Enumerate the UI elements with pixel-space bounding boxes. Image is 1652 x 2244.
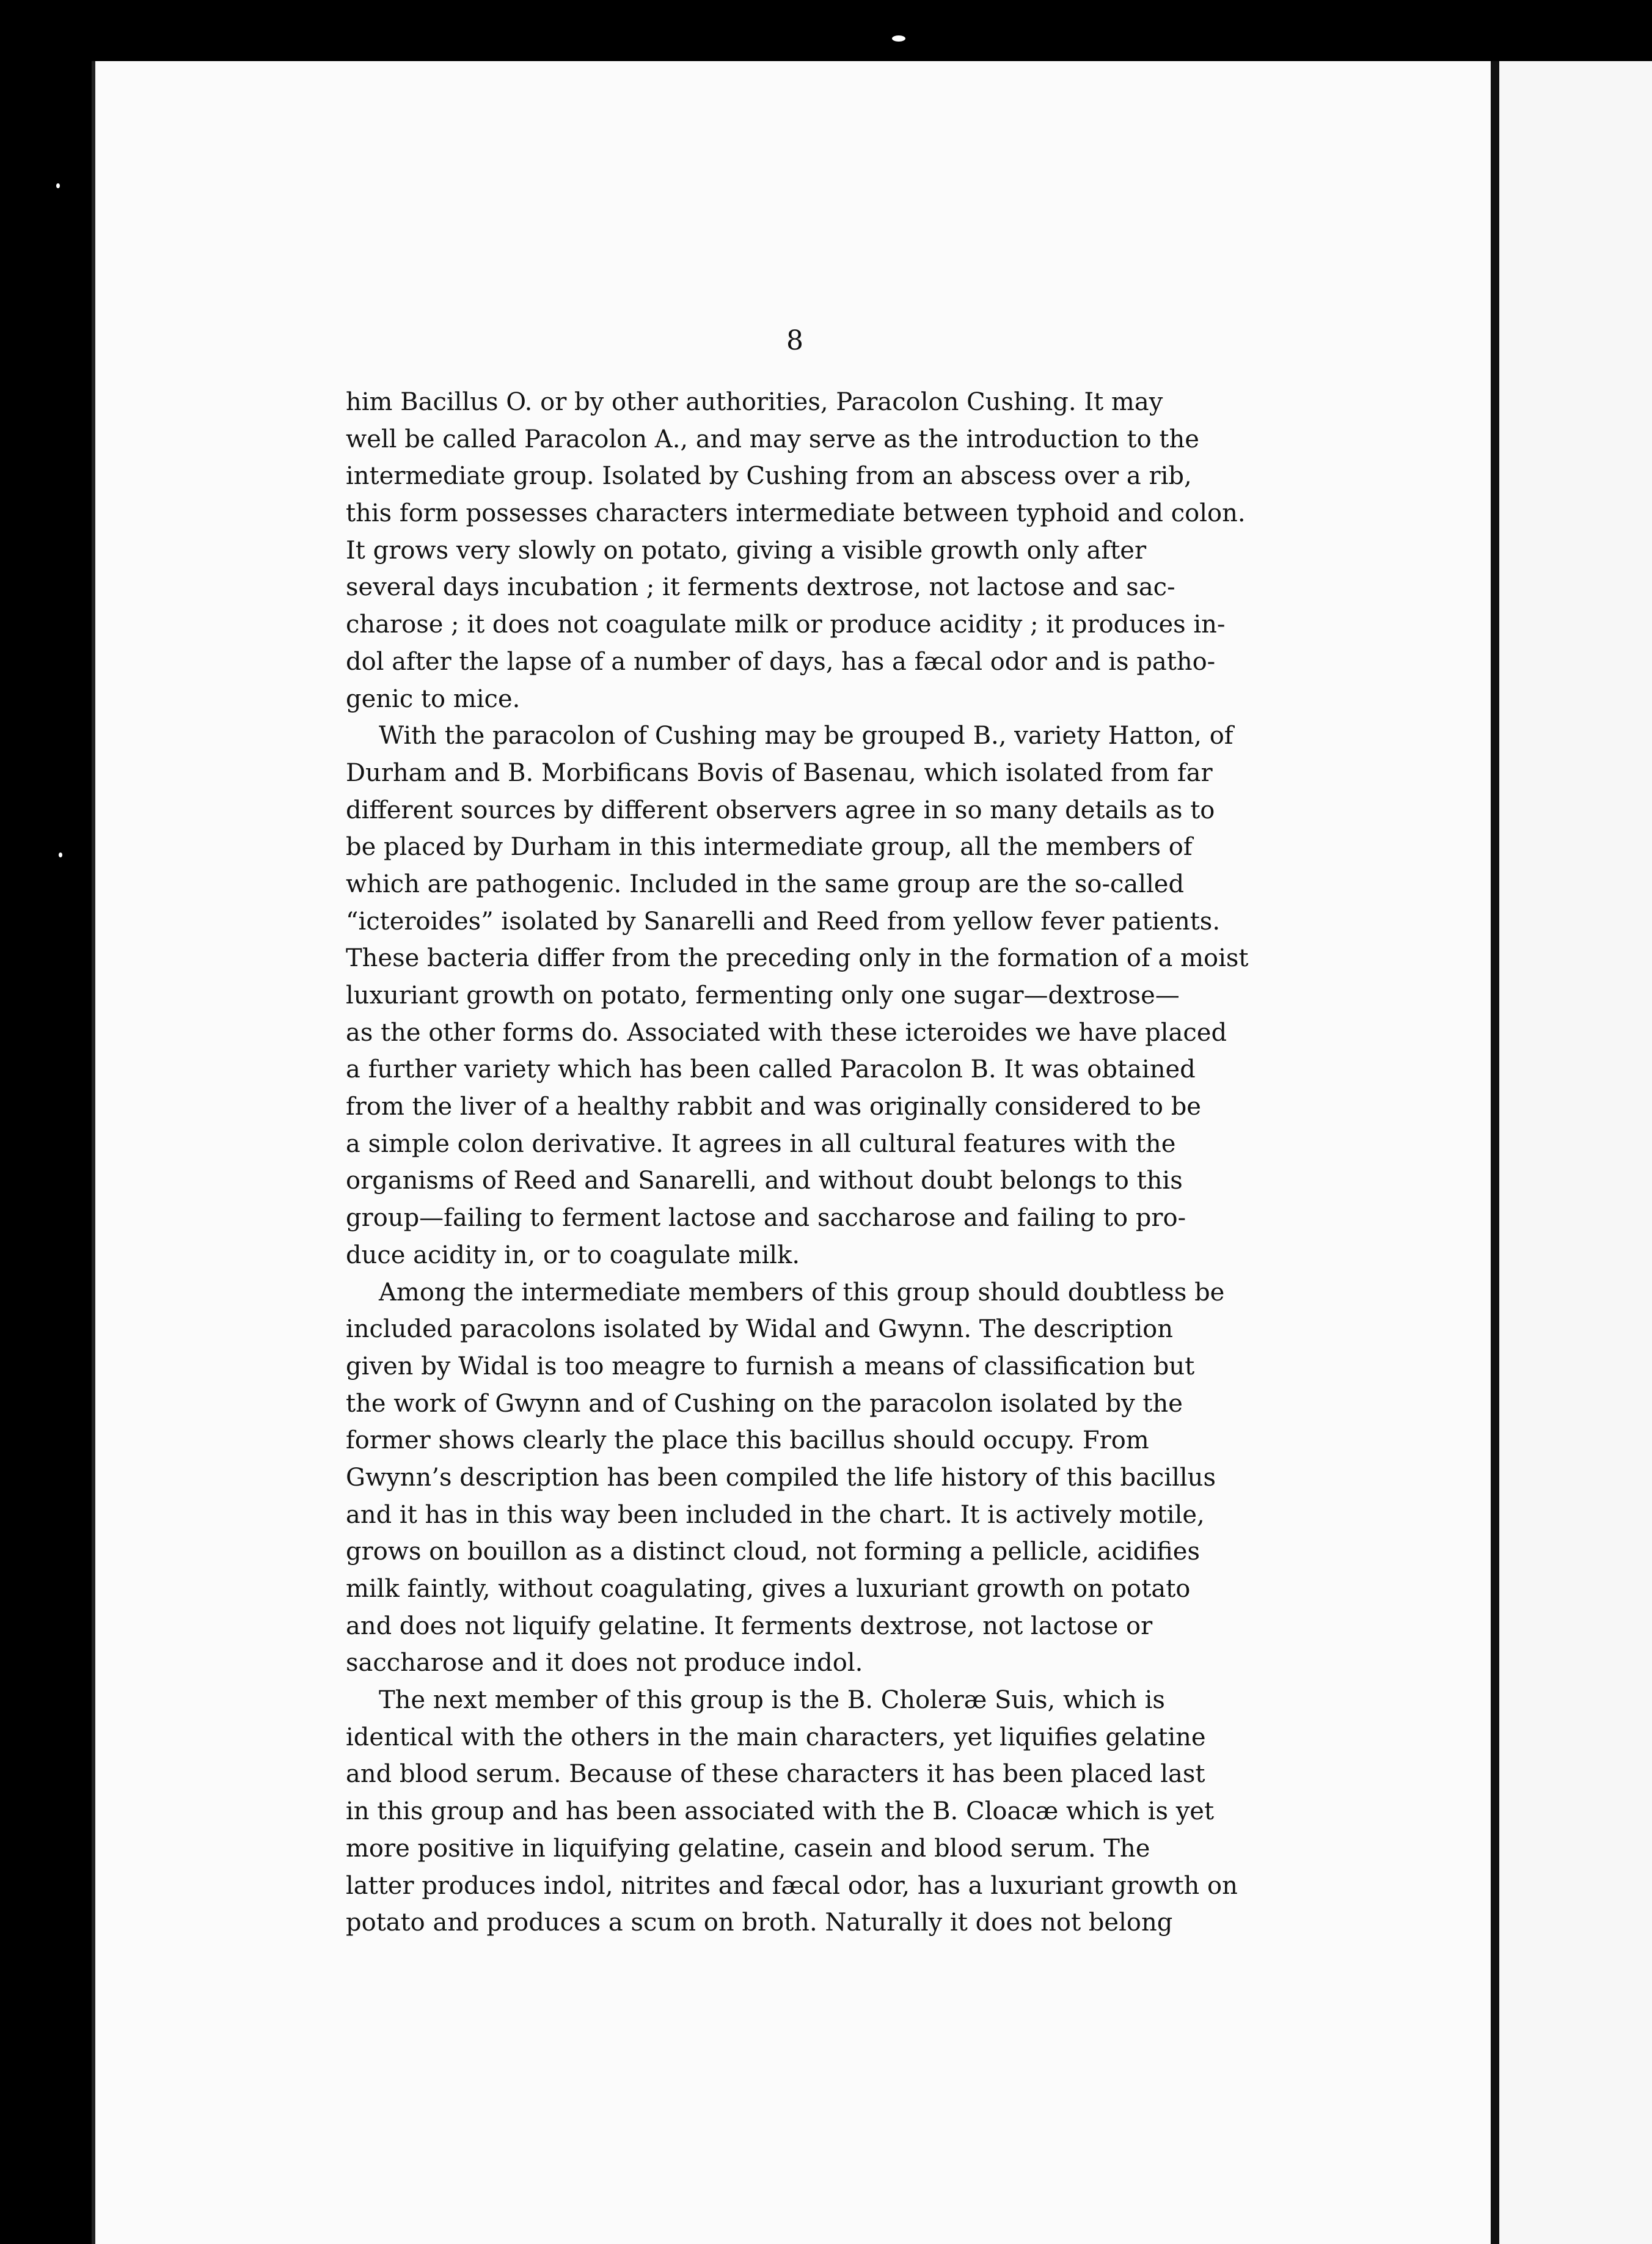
text-line: and blood serum. Because of these characters it has been placed last	[346, 1760, 1205, 1789]
page-number: 8	[786, 325, 803, 356]
text-line: intermediate group. Isolated by Cushing from an abscess over a rib,	[346, 462, 1192, 491]
text-line: well be called Paracolon A., and may serve as the introduction to the	[346, 425, 1199, 453]
text-line: more positive in liquifying gelatine, casein and blood serum. The	[346, 1834, 1150, 1863]
text-line: identical with the others in the main characters, yet liquifies gelatine	[346, 1723, 1206, 1751]
scan-speck	[56, 183, 60, 188]
text-line: which are pathogenic. Included in the same group are the so-called	[346, 870, 1185, 898]
text-line: as the other forms do. Associated with these icteroides we have placed	[346, 1018, 1227, 1047]
text-line: several days incubation ; it ferments dextrose, not lactose and sac-	[346, 573, 1175, 602]
text-line: a further variety which has been called Paracolon B. It was obtained	[346, 1055, 1196, 1084]
text-line: “icteroides” isolated by Sanarelli and Reed from yellow fever patients.	[346, 907, 1221, 936]
text-line: organisms of Reed and Sanarelli, and without doubt belongs to this	[346, 1167, 1183, 1195]
text-line: former shows clearly the place this bacillus should occupy. From	[346, 1426, 1149, 1455]
text-line: a simple colon derivative. It agrees in all cultural features with the	[346, 1129, 1176, 1158]
text-line: grows on bouillon as a distinct cloud, not forming a pellicle, acidifies	[346, 1538, 1200, 1566]
text-line: be placed by Durham in this intermediate group, all the members of	[346, 833, 1193, 862]
text-line: the work of Gwynn and of Cushing on the paracolon isolated by the	[346, 1389, 1183, 1418]
text-line: milk faintly, without coagulating, gives a luxuriant growth on potato	[346, 1575, 1191, 1603]
text-line: It grows very slowly on potato, giving a visible growth only after	[346, 536, 1147, 565]
scan-speck	[892, 35, 905, 42]
text-line: this form possesses characters intermediate between typhoid and colon.	[346, 499, 1246, 528]
body-text	[346, 384, 1351, 1942]
text-line: group—failing to ferment lactose and saccharose and failing to pro-	[346, 1204, 1186, 1233]
text-line: and it has in this way been included in the chart. It is actively motile,	[346, 1500, 1205, 1529]
text-line: charose ; it does not coagulate milk or produce acidity ; it produces in-	[346, 610, 1226, 639]
text-line: from the liver of a healthy rabbit and was originally considered to be	[346, 1093, 1201, 1121]
text-line: included paracolons isolated by Widal and Gwynn. The description	[346, 1315, 1174, 1344]
text-line: Among the intermediate members of this group should doubtless be	[379, 1278, 1225, 1307]
text-line: luxuriant growth on potato, fermenting only one sugar—dextrose—	[346, 981, 1180, 1010]
text-line: him Bacillus O. or by other authorities, Paracolon Cushing. It may	[346, 388, 1163, 416]
text-line: dol after the lapse of a number of days, has a fæcal odor and is patho-	[346, 647, 1216, 676]
text-line: saccharose and it does not produce indol.	[346, 1649, 863, 1678]
text-line: These bacteria differ from the preceding only in the formation of a moist	[346, 944, 1249, 973]
text-line: different sources by different observers agree in so many details as to	[346, 796, 1215, 824]
text-line: genic to mice.	[346, 684, 521, 713]
text-line: in this group and has been associated with the B. Cloacæ which is yet	[346, 1797, 1215, 1826]
text-line: given by Widal is too meagre to furnish a means of classification but	[346, 1352, 1195, 1380]
text-line: duce acidity in, or to coagulate milk.	[346, 1241, 800, 1269]
text-line: Durham and B. Morbificans Bovis of Basenau, which isolated from far	[346, 758, 1213, 787]
text-line: The next member of this group is the B. Choleræ Suis, which is	[379, 1686, 1165, 1715]
facing-page-edge	[1499, 61, 1652, 2244]
text-line: With the paracolon of Cushing may be grouped B., variety Hatton, of	[379, 722, 1234, 750]
scan-speck	[59, 853, 62, 857]
text-line: latter produces indol, nitrites and fæcal odor, has a luxuriant growth on	[346, 1871, 1238, 1900]
text-line: and does not liquify gelatine. It ferments dextrose, not lactose or	[346, 1612, 1153, 1640]
text-line: Gwynn’s description has been compiled the life history of this bacillus	[346, 1463, 1216, 1492]
page-gutter	[1491, 61, 1499, 2244]
text-line: potato and produces a scum on broth. Naturally it does not belong	[346, 1909, 1173, 1937]
book-page	[92, 61, 1494, 2244]
